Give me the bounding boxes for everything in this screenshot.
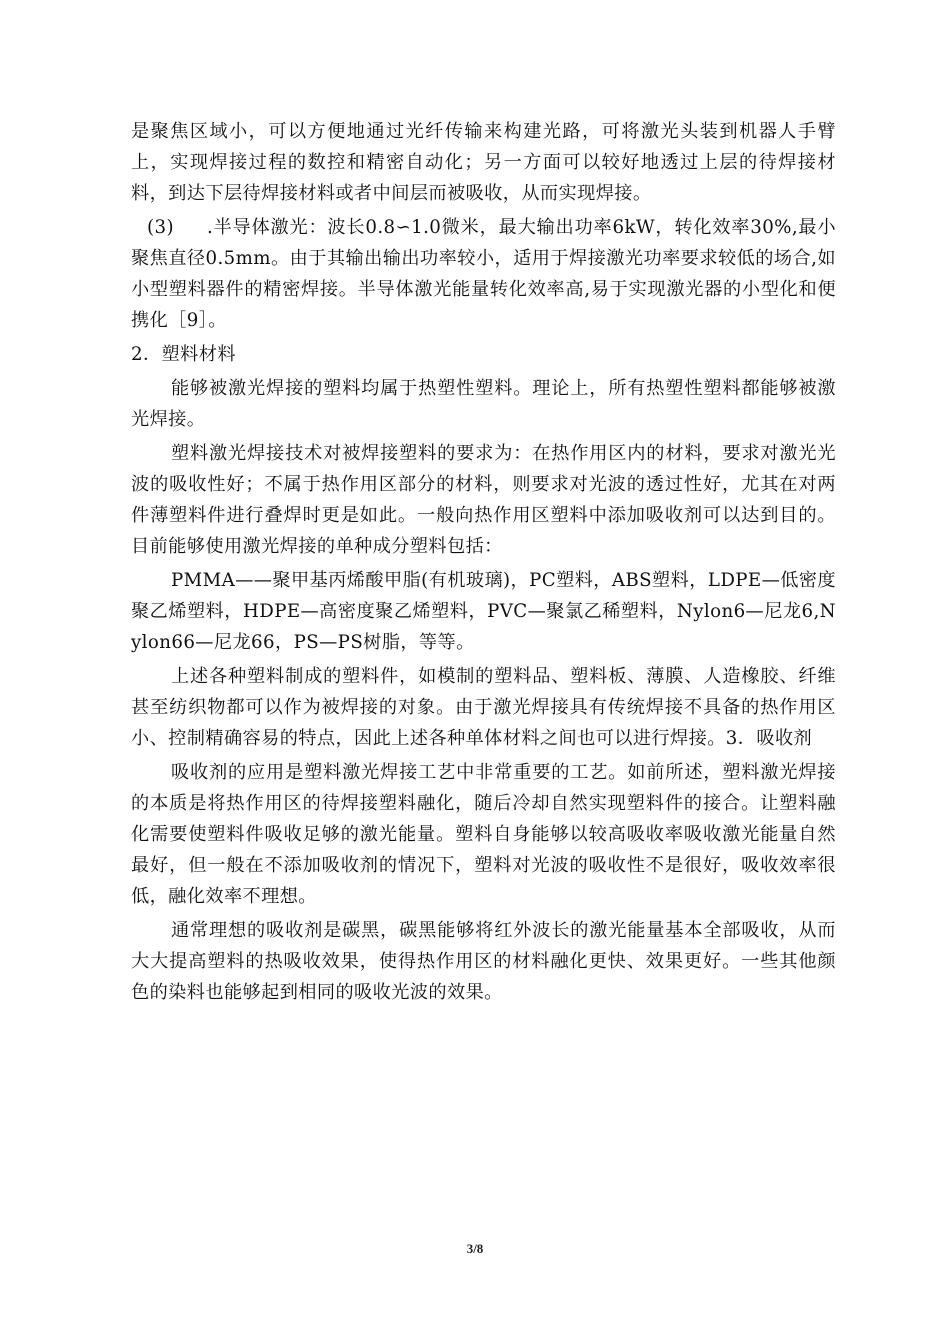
section-heading-plastic-materials: 2．塑料材料	[131, 344, 236, 365]
paragraph-thermoplastics: 能够被激光焊接的塑料均属于热塑性塑料。理论上，所有热塑性塑料都能够被激光焊接。	[131, 378, 836, 430]
document-body	[131, 116, 836, 1011]
page-number: 3/8	[466, 1241, 484, 1256]
paragraph-material-requirements: 塑料激光焊接技术对被焊接塑料的要求为：在热作用区内的材料，要求对激光光波的吸收性好；不属于热作用区部分的材料，则要求对光波的透过性好，尤其在对两件薄塑料件进行叠焊时更是如此。一般向热作用区塑料中添加吸收剂可以达到目的。目前能够使用激光焊接的单种成分塑料包括：	[131, 443, 836, 557]
list-item-number: (3)	[147, 217, 174, 238]
paragraph-absorber-application: 吸收剂的应用是塑料激光焊接工艺中非常重要的工艺。如前所述，塑料激光焊接的本质是将热作用区的待焊接塑料融化，随后冷却自然实现塑料件的接合。让塑料融化需要使塑料件吸收足够的激光能量。塑料自身能够以较高吸收率吸收激光能量自然最好，但一般在不添加吸收剂的情况下，塑料对光波的吸收性不是很好，吸收效率很低，融化效率不理想。	[131, 762, 836, 907]
list-item-text: .半导体激光：波长0.8∽1.0微米，最大输出功率6kW，转化效率30%,最小聚焦直径0.5mm。由于其输出输出功率较小，适用于焊接激光功率要求较低的场合,如小型塑料器件的精密焊接。半导体激光能量转化效率高,易于实现激光器的小型化和便携化［9］。	[131, 217, 836, 331]
paragraph-plastic-list: PMMA——聚甲基丙烯酸甲脂(有机玻璃)，PC塑料，ABS塑料，LDPE—低密度聚乙烯塑料，HDPE—高密度聚乙烯塑料，PVC—聚氯乙稀塑料，Nylon6—尼龙6,Nylon66—尼龙66，PS—PS树脂，等等。	[131, 570, 836, 653]
paragraph-continuation: 是聚焦区域小，可以方便地通过光纤传输来构建光路，可将激光头装到机器人手臂上，实现焊接过程的数控和精密自动化；另一方面可以较好地透过上层的待焊接材料，到达下层待焊接材料或者中间层而被吸收，从而实现焊接。	[131, 121, 836, 204]
paragraph-weldable-objects: 上述各种塑料制成的塑料件，如模制的塑料品、塑料板、薄膜、人造橡胶、纤维甚至纺织物都可以作为被焊接的对象。由于激光焊接具有传统焊接不具备的热作用区小、控制精确容易的特点，因此上述各种单体材料之间也可以进行焊接。3．吸收剂	[131, 666, 836, 749]
list-item-semiconductor-laser	[131, 212, 836, 336]
paragraph-carbon-black: 通常理想的吸收剂是碳黑，碳黑能够将红外波长的激光能量基本全部吸收，从而大大提高塑料的热吸收效果，使得热作用区的材料融化更快、效果更好。一些其他颜色的染料也能够起到相同的吸收光波的效果。	[131, 920, 836, 1003]
